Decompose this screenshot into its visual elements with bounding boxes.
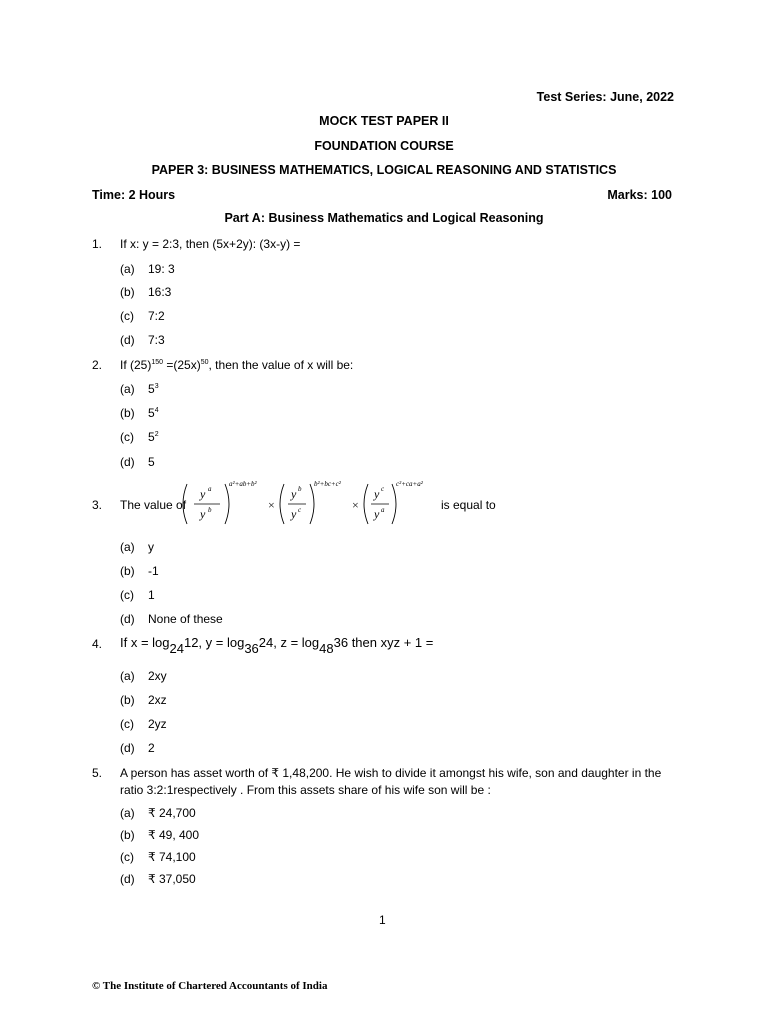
option-value: 2yz xyxy=(148,717,167,731)
test-series-label: Test Series: June, 2022 xyxy=(536,90,674,104)
option-value: ₹ 49, 400 xyxy=(148,828,200,842)
outer-exponent: a²+ab+b² xyxy=(229,480,257,488)
fraction-group-3 xyxy=(364,480,424,524)
question-text: If $x = \log_{24}12$, $y = \log_{36}24$, $z = \log_{48}36$ then xyz + 1 = xyxy=(120,635,434,656)
option-label: (b) xyxy=(120,285,135,299)
option-label: (d) xyxy=(120,612,135,626)
question-number: 2. xyxy=(92,358,103,372)
option-value: 2xz xyxy=(148,693,167,707)
numerator-exponent: c xyxy=(381,485,385,493)
outer-exponent: b²+bc+c² xyxy=(314,480,341,488)
question-number: 1. xyxy=(92,237,103,251)
fraction-denominator: y xyxy=(374,507,380,521)
numerator-exponent: a xyxy=(208,485,212,493)
paper-title: MOCK TEST PAPER II xyxy=(319,114,449,128)
option-label: (d) xyxy=(120,872,135,886)
fraction-numerator: y xyxy=(374,487,380,501)
option-value: 5 xyxy=(148,455,155,469)
paper-subject: PAPER 3: BUSINESS MATHEMATICS, LOGICAL REASONING AND STATISTICS xyxy=(151,163,617,177)
page-number: 1 xyxy=(379,913,386,927)
option-value: $5^2$ xyxy=(148,430,159,444)
option-label: (d) xyxy=(120,741,135,755)
denominator-exponent: c xyxy=(298,506,302,514)
fraction-denominator: y xyxy=(291,507,297,521)
option-label: (b) xyxy=(120,693,135,707)
option-value: $5^4$ xyxy=(148,406,159,420)
option-label: (d) xyxy=(120,333,135,347)
option-value: 16:3 xyxy=(148,285,172,299)
option-label: (c) xyxy=(120,850,134,864)
time-label: Time: 2 Hours xyxy=(92,188,176,202)
question-text-line-2: ratio 3:2:1respectively . From this assets share of his wife son will be : xyxy=(120,783,491,797)
option-label: (a) xyxy=(120,540,135,554)
question-number: 5. xyxy=(92,766,103,780)
numerator-exponent: b xyxy=(298,485,302,493)
times-sign: × xyxy=(268,498,275,512)
option-label: (c) xyxy=(120,430,134,444)
denominator-exponent: b xyxy=(208,506,212,514)
option-label: (b) xyxy=(120,564,135,578)
option-label: (a) xyxy=(120,669,135,683)
option-label: (b) xyxy=(120,828,135,842)
course-title: FOUNDATION COURSE xyxy=(314,139,454,153)
option-label: (c) xyxy=(120,717,134,731)
option-value: 2xy xyxy=(148,669,167,683)
outer-exponent: c²+ca+a² xyxy=(396,480,423,488)
fraction-group-2 xyxy=(280,480,342,524)
fraction-numerator: y xyxy=(291,487,297,501)
question-text-after-formula: is equal to xyxy=(441,498,496,512)
question-number: 3. xyxy=(92,498,103,512)
question-text-before-formula: The value of xyxy=(120,498,187,512)
option-value: 19: 3 xyxy=(148,262,175,276)
question-text: If x: y = 2:3, then (5x+2y): (3x-y) = xyxy=(120,237,301,251)
times-sign: × xyxy=(352,498,359,512)
part-title: Part A: Business Mathematics and Logical Reasoning xyxy=(224,211,544,225)
option-value: y xyxy=(148,540,154,554)
option-value: $5^3$ xyxy=(148,382,159,396)
option-value: ₹ 74,100 xyxy=(148,850,196,864)
fraction-group-1 xyxy=(183,480,258,524)
option-label: (c) xyxy=(120,309,134,323)
option-value: 7:3 xyxy=(148,333,165,347)
question-number: 4. xyxy=(92,637,103,651)
option-value: 7:2 xyxy=(148,309,165,323)
option-label: (c) xyxy=(120,588,134,602)
option-value: 1 xyxy=(148,588,155,602)
option-value: ₹ 24,700 xyxy=(148,806,196,820)
option-value: None of these xyxy=(148,612,223,626)
question-text-line-1: A person has asset worth of ₹ 1,48,200. He wish to divide it amongst his wife, son and daughter in the xyxy=(120,766,662,780)
question-text: If $(25)^{150} =(25x)^{50}$, then the value of x will be: xyxy=(120,358,354,372)
option-label: (a) xyxy=(120,262,135,276)
option-label: (a) xyxy=(120,382,135,396)
denominator-exponent: a xyxy=(381,506,385,514)
option-label: (a) xyxy=(120,806,135,820)
marks-label: Marks: 100 xyxy=(607,188,672,202)
option-label: (b) xyxy=(120,406,135,420)
option-value: ₹ 37,050 xyxy=(148,872,196,886)
option-label: (d) xyxy=(120,455,135,469)
exponent-formula xyxy=(178,476,440,532)
option-value: -1 xyxy=(148,564,159,578)
fraction-denominator: y xyxy=(200,507,206,521)
fraction-numerator: y xyxy=(200,487,206,501)
footer-copyright: © The Institute of Chartered Accountants of India xyxy=(92,980,328,992)
option-value: 2 xyxy=(148,741,155,755)
